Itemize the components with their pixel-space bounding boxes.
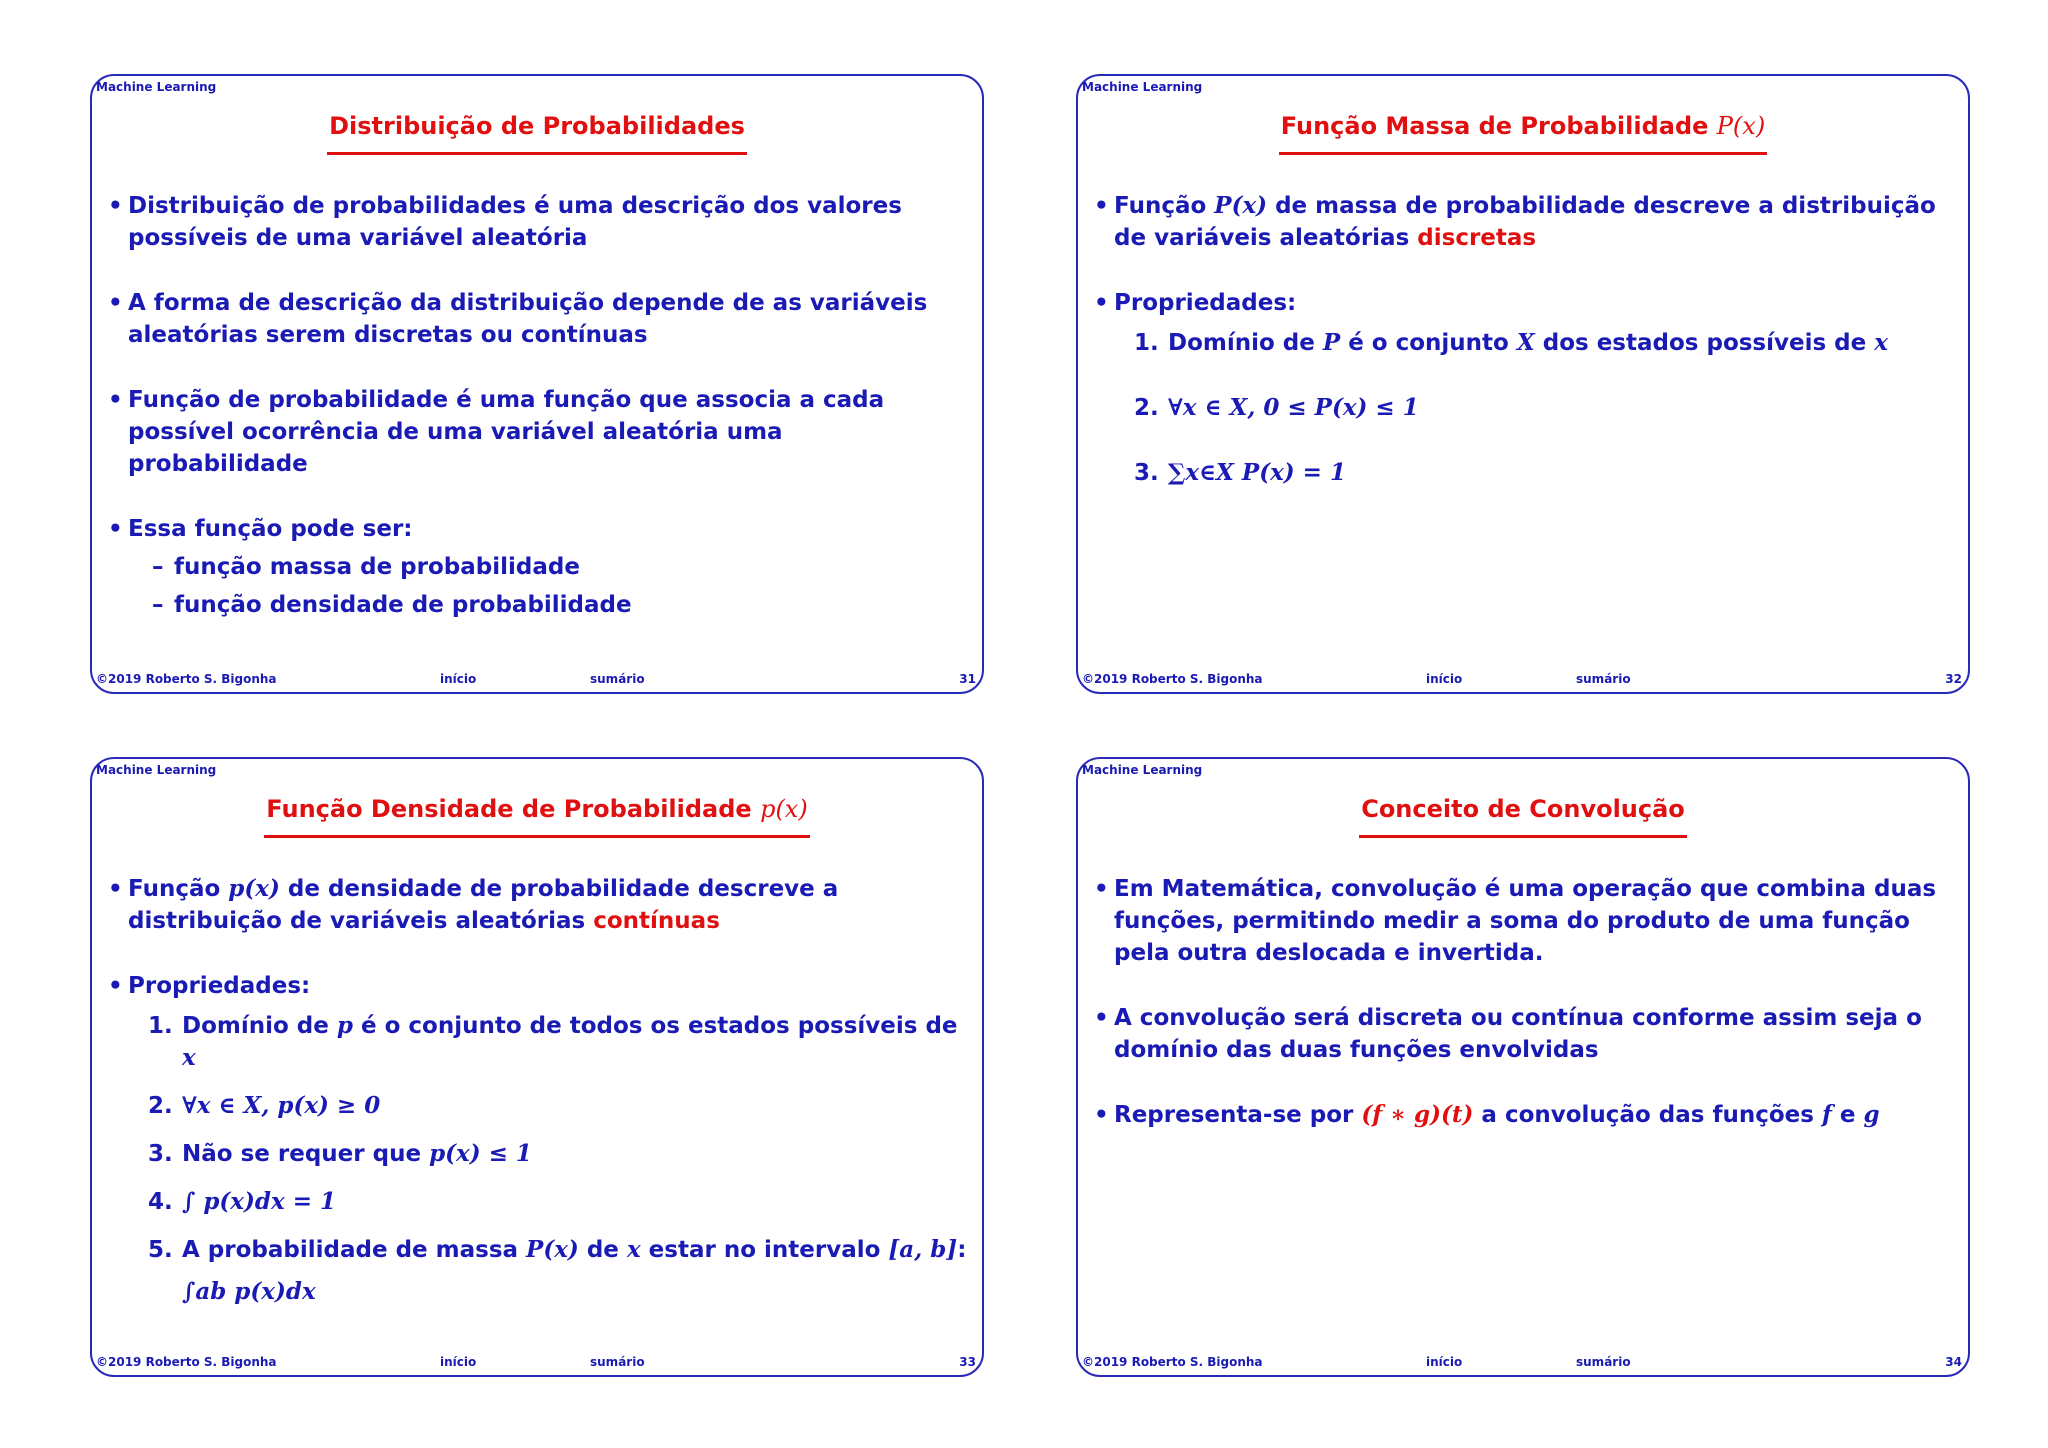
sub-item: – função massa de probabilidade [128, 551, 968, 583]
sumario-link[interactable]: sumário [1576, 672, 1631, 686]
slide-footer [96, 672, 976, 688]
copyright: ©2019 Roberto S. Bigonha [96, 1355, 277, 1369]
slide-33 [90, 757, 984, 1377]
bullet-item: • Função P(x) de massa de probabilidade descreve a distribuição de variáveis aleatórias discretas [1094, 190, 1954, 254]
slide-31 [90, 74, 984, 694]
property-item: 1. Domínio de P é o conjunto X dos estados possíveis de x [1134, 329, 1888, 356]
slide-content [1094, 873, 1954, 1164]
bullet-item: • Em Matemática, convolução é uma operação que combina duas funções, permitindo medir a soma do produto de uma função pela outra deslocada e invertida. [1094, 873, 1954, 969]
inicio-link[interactable]: início [440, 672, 477, 686]
slide-title [92, 112, 982, 155]
sumario-link[interactable]: sumário [590, 1355, 645, 1369]
slide-title-text: Conceito de Convolução [1359, 795, 1687, 838]
bullet-item: • Distribuição de probabilidades é uma descrição dos valores possíveis de uma variável aleatória [108, 190, 968, 254]
property-item: 2. ∀x ∈ X, 0 ≤ P(x) ≤ 1 [1134, 394, 1419, 421]
highlight-math: (f ∗ g)(t) [1361, 1101, 1474, 1128]
inicio-link[interactable]: início [1426, 672, 1463, 686]
slide-title [92, 795, 982, 838]
slide-title-text: Função Massa de Probabilidade P(x) [1279, 112, 1767, 155]
page-number: 33 [959, 1355, 976, 1369]
slide-header: Machine Learning [96, 80, 217, 94]
bullet-item [108, 513, 968, 621]
property-item: 1. Domínio de p é o conjunto de todos os estados possíveis de x [148, 1012, 958, 1071]
property-item: 3. ∑x∈X P(x) = 1 [1134, 459, 1346, 486]
sub-item: – função densidade de probabilidade [128, 589, 968, 621]
inicio-link[interactable]: início [440, 1355, 477, 1369]
property-item: 3. Não se requer que p(x) ≤ 1 [148, 1140, 532, 1167]
bullet-text: • Propriedades: [1114, 290, 1297, 316]
slide-title-text: Função Densidade de Probabilidade p(x) [264, 795, 809, 838]
page-number: 34 [1945, 1355, 1962, 1369]
property-item: 5. A probabilidade de massa P(x) de x estar no intervalo [a, b]: ∫ab p(x)dx [148, 1234, 968, 1308]
slide-footer [1082, 672, 1962, 688]
slide-34 [1076, 757, 1970, 1377]
bullet-item: • Representa-se por (f ∗ g)(t) a convolução das funções f e g [1094, 1099, 1954, 1131]
title-math: p(x) [760, 795, 808, 823]
bullet-text: • Propriedades: [128, 973, 311, 999]
bullet-item: • A convolução será discreta ou contínua conforme assim seja o domínio das duas funções envolvidas [1094, 1002, 1954, 1066]
sumario-link[interactable]: sumário [1576, 1355, 1631, 1369]
slide-header: Machine Learning [1082, 80, 1203, 94]
page-number: 31 [959, 672, 976, 686]
sumario-link[interactable]: sumário [590, 672, 645, 686]
highlight-text: contínuas [593, 908, 720, 934]
slide-header: Machine Learning [96, 763, 217, 777]
bullet-item [108, 970, 968, 1308]
slide-content [108, 190, 968, 621]
copyright: ©2019 Roberto S. Bigonha [1082, 1355, 1263, 1369]
copyright: ©2019 Roberto S. Bigonha [96, 672, 277, 686]
title-math: P(x) [1716, 112, 1766, 140]
bullet-item: • Função de probabilidade é uma função que associa a cada possível ocorrência de uma variável aleatória uma probabilidade [108, 384, 968, 480]
slide-footer [1082, 1355, 1962, 1371]
bullet-text: • Essa função pode ser: [128, 516, 413, 542]
highlight-text: discretas [1417, 225, 1537, 251]
page-number: 32 [1945, 672, 1962, 686]
inicio-link[interactable]: início [1426, 1355, 1463, 1369]
slide-title [1078, 795, 1968, 838]
bullet-item [1094, 287, 1954, 489]
property-item: 2. ∀x ∈ X, p(x) ≥ 0 [148, 1092, 381, 1119]
slide-title-text: Distribuição de Probabilidades [327, 112, 747, 155]
copyright: ©2019 Roberto S. Bigonha [1082, 672, 1263, 686]
property-item: 4. ∫ p(x)dx = 1 [148, 1188, 336, 1215]
slide-content [108, 873, 968, 1308]
slide-footer [96, 1355, 976, 1371]
slide-32 [1076, 74, 1970, 694]
slide-title [1078, 112, 1968, 155]
bullet-item: • A forma de descrição da distribuição depende de as variáveis aleatórias serem discretas ou contínuas [108, 287, 968, 351]
bullet-item: • Função p(x) de densidade de probabilidade descreve a distribuição de variáveis aleatórias contínuas [108, 873, 968, 937]
slide-content [1094, 190, 1954, 489]
integral-formula: ∫ab p(x)dx [182, 1278, 316, 1305]
slide-header: Machine Learning [1082, 763, 1203, 777]
